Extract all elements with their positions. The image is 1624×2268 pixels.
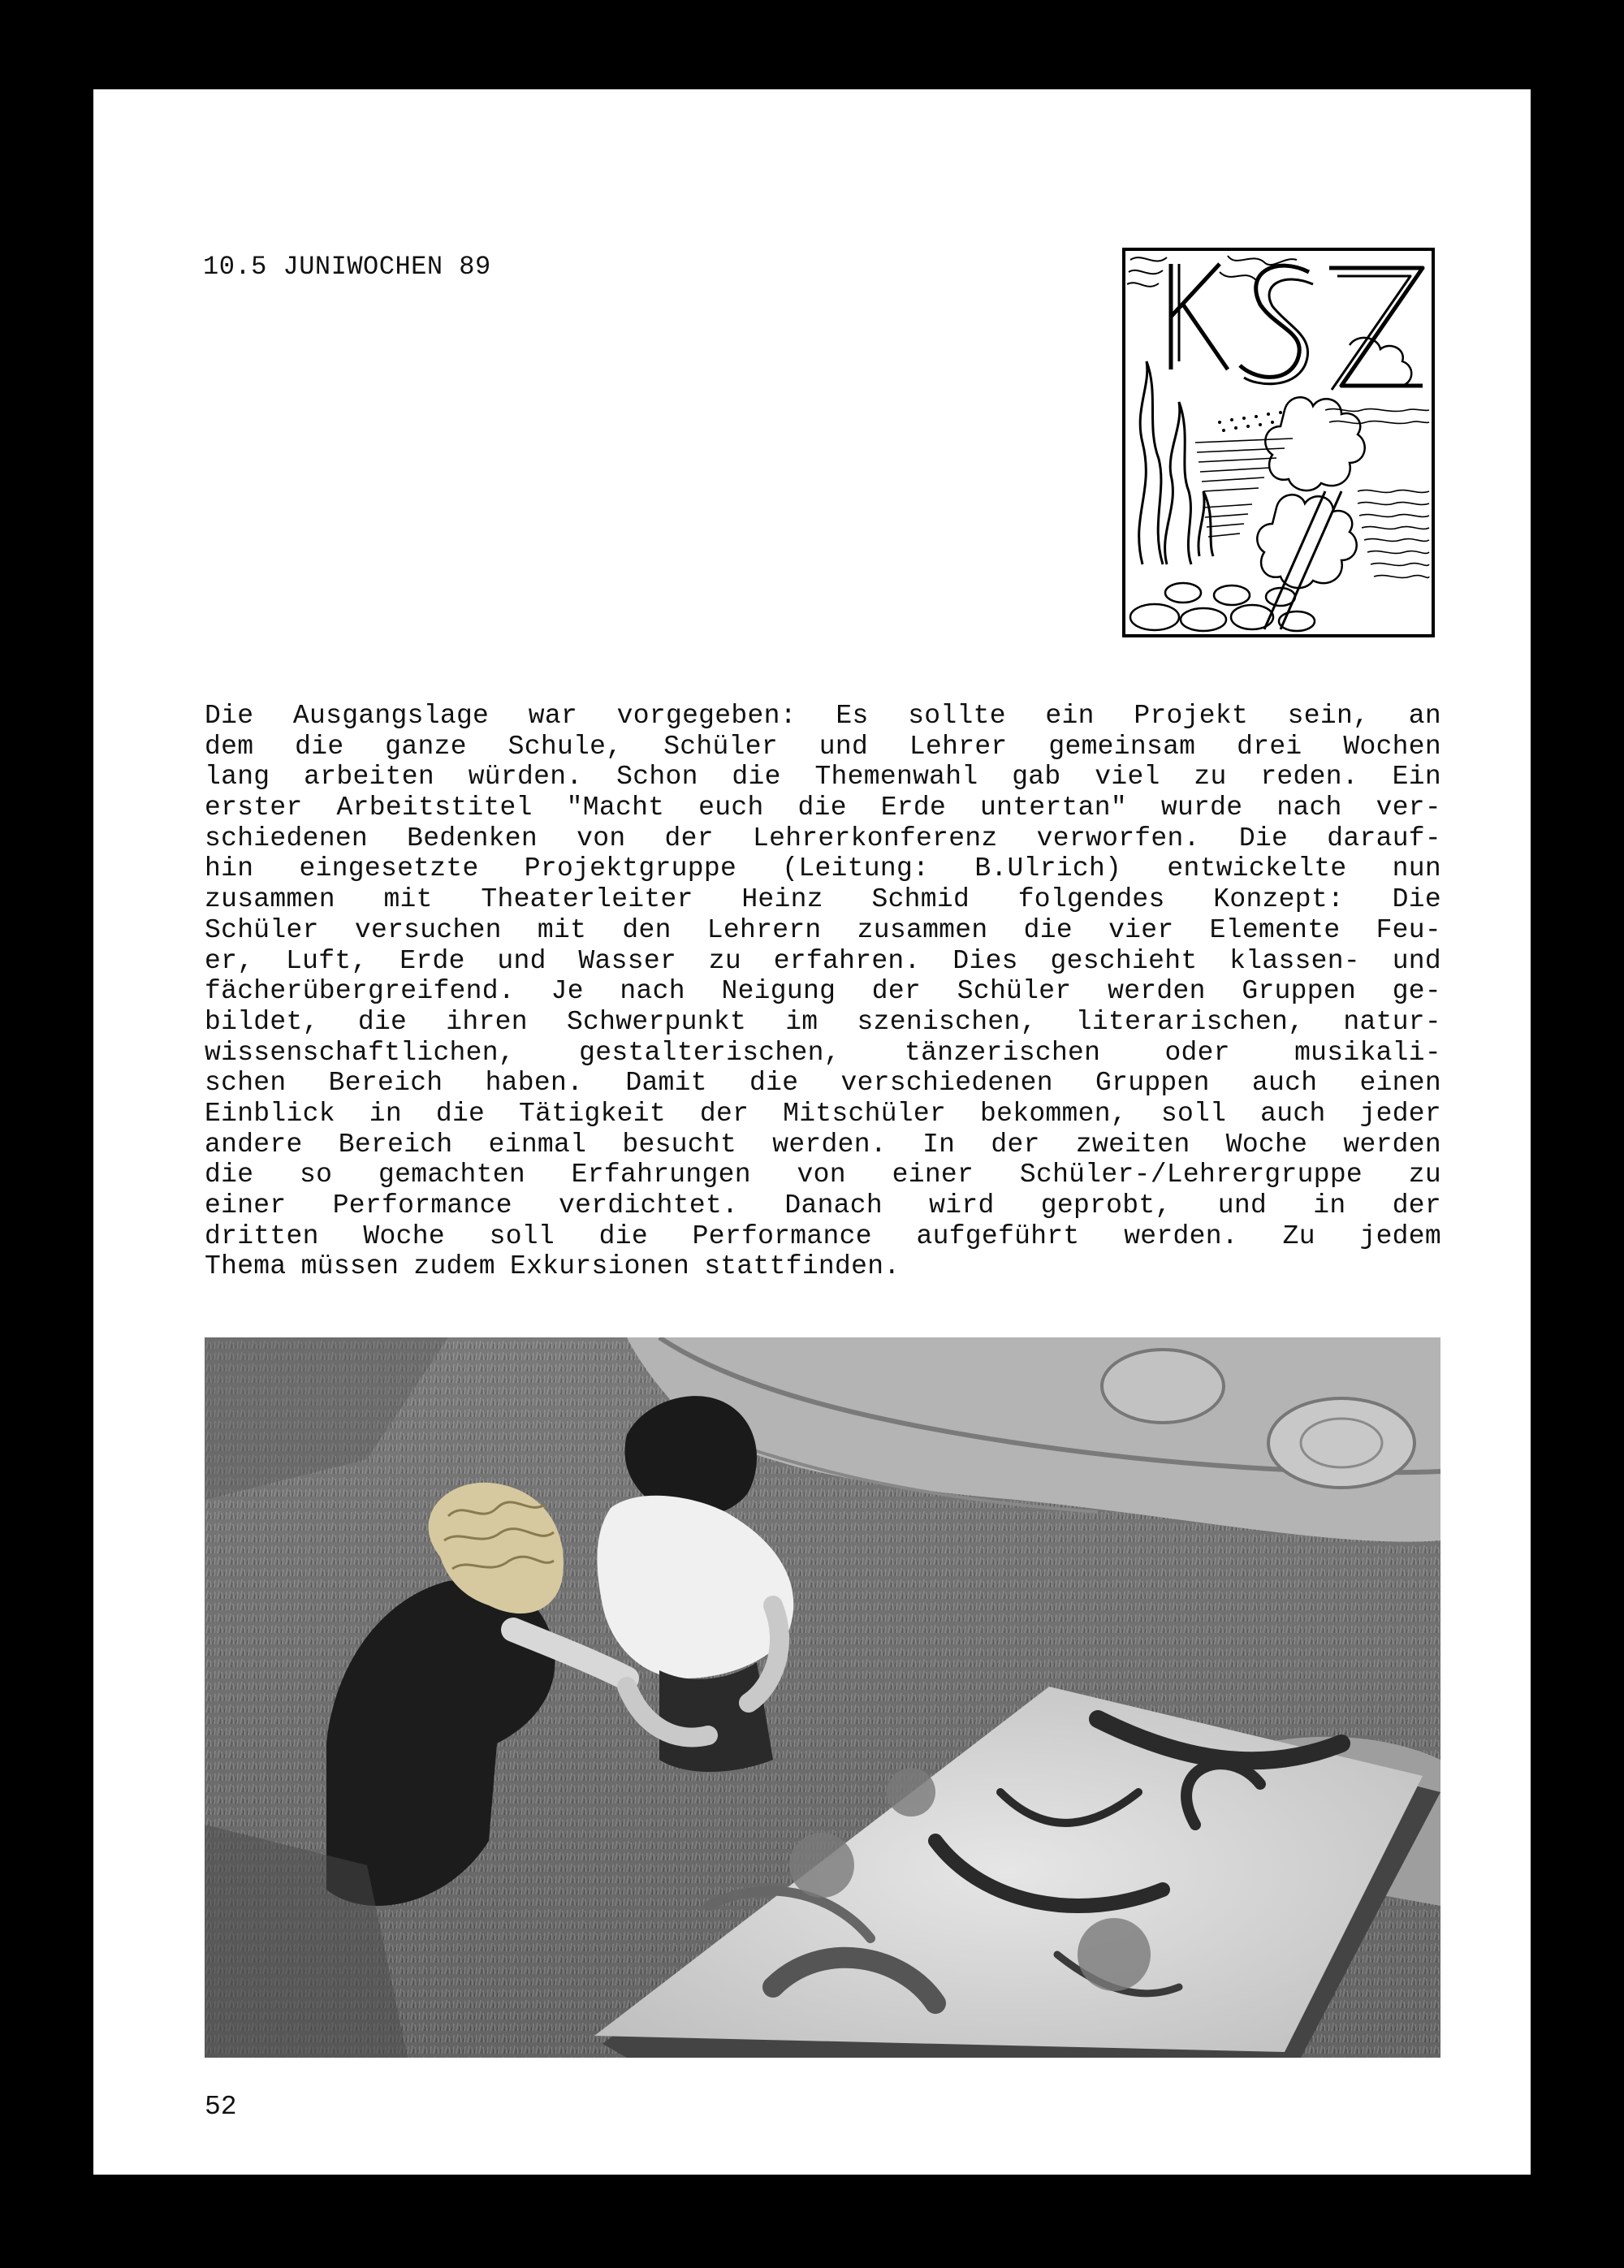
text-line: dem die ganze Schule, Schüler und Lehrer gemeinsam drei Wochen bbox=[205, 731, 1441, 762]
text-line: andere Bereich einmal besucht werden. In der zweiten Woche werden bbox=[205, 1129, 1441, 1160]
text-line: die so gemachten Erfahrungen von einer Schüler-/Lehrergruppe zu bbox=[205, 1160, 1441, 1190]
document-page bbox=[93, 89, 1531, 2175]
text-line: Thema müssen zudem Exkursionen stattfinden. bbox=[205, 1251, 901, 1282]
text-line: erster Arbeitstitel "Macht euch die Erde untertan" wurde nach ver- bbox=[205, 793, 1441, 823]
text-line: zusammen mit Theaterleiter Heinz Schmid folgendes Konzept: Die bbox=[205, 884, 1441, 915]
body-paragraph bbox=[205, 701, 1441, 1282]
text-line: dritten Woche soll die Performance aufgeführt werden. Zu jedem bbox=[205, 1220, 1441, 1251]
text-line: Die Ausgangslage war vorgegeben: Es sollte ein Projekt sein, an bbox=[205, 701, 1441, 731]
section-heading: 10.5 JUNIWOCHEN 89 bbox=[203, 252, 491, 282]
text-line: er, Luft, Erde und Wasser zu erfahren. Dies geschieht klassen- und bbox=[205, 945, 1441, 976]
text-line: Einblick in die Tätigkeit der Mitschüler bekommen, soll auch jeder bbox=[205, 1098, 1441, 1129]
text-line: Schüler versuchen mit den Lehrern zusammen die vier Elemente Feu- bbox=[205, 914, 1441, 945]
text-line: schiedenen Bedenken von der Lehrerkonferenz verworfen. Die darauf- bbox=[205, 823, 1441, 853]
page-number: 52 bbox=[205, 2092, 237, 2122]
text-line: fächerübergreifend. Je nach Neigung der Schüler werden Gruppen ge- bbox=[205, 976, 1441, 1007]
text-line: schen Bereich haben. Damit die verschiedenen Gruppen auch einen bbox=[205, 1068, 1441, 1099]
text-line: bildet, die ihren Schwerpunkt im szenischen, literarischen, natur- bbox=[205, 1006, 1441, 1037]
text-line: einer Performance verdichtet. Danach wird geprobt, und in der bbox=[205, 1190, 1441, 1220]
text-line: hin eingesetzte Projektgruppe (Leitung: B.Ulrich) entwickelte nun bbox=[205, 853, 1441, 884]
photo-students-painting bbox=[205, 1337, 1440, 2058]
ksz-logo-illustration bbox=[1122, 248, 1435, 637]
text-line: wissenschaftlichen, gestalterischen, tänzerischen oder musikali- bbox=[205, 1037, 1441, 1068]
text-line: lang arbeiten würden. Schon die Themenwahl gab viel zu reden. Ein bbox=[205, 762, 1441, 793]
